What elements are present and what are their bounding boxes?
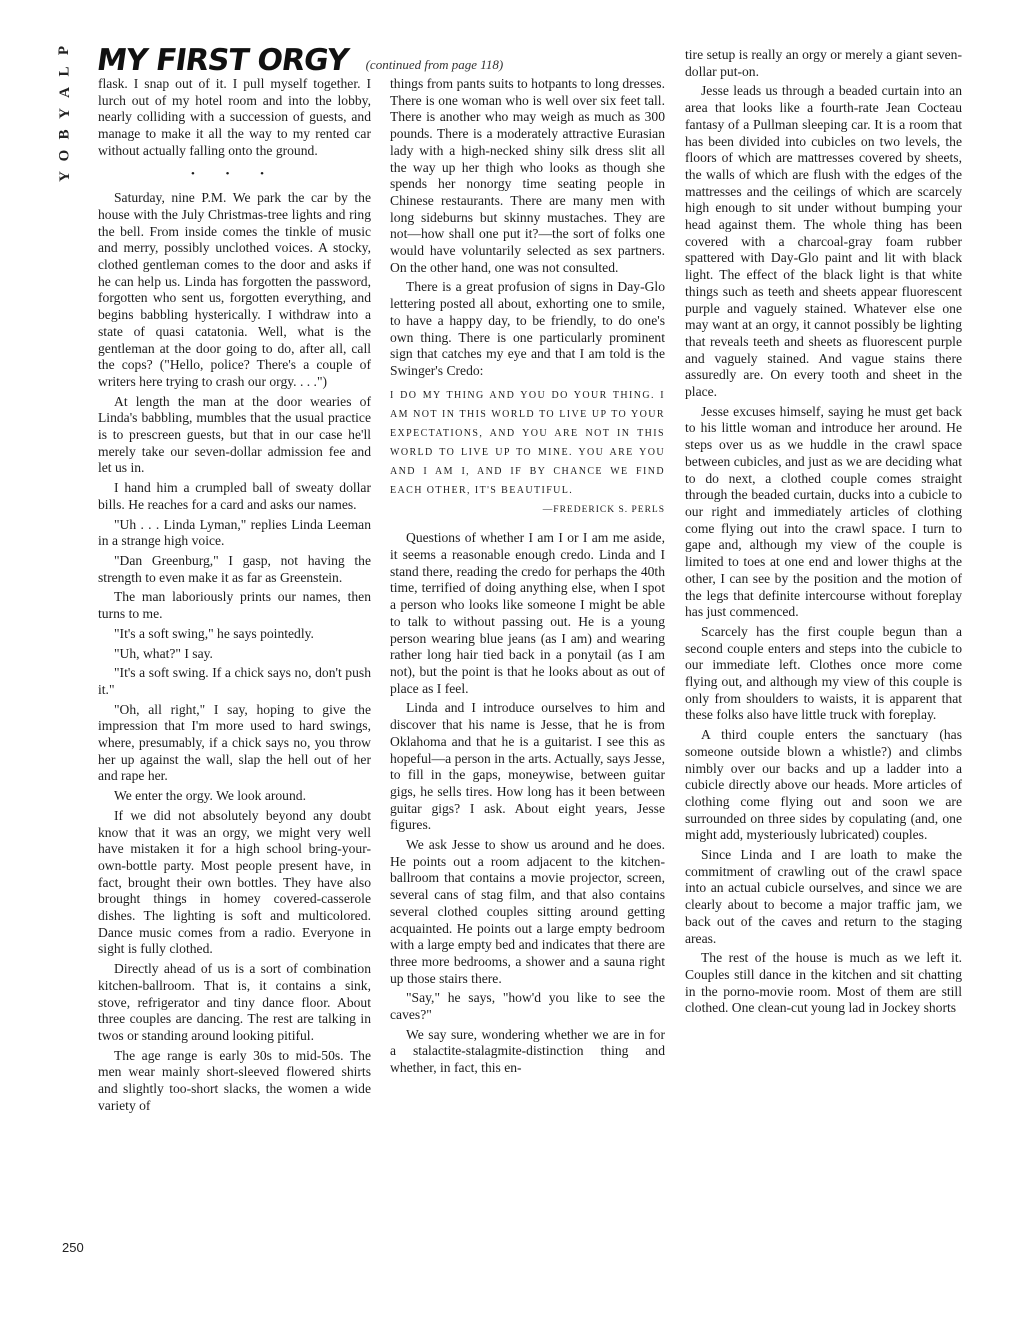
paragraph: At length the man at the door wearies of Linda's babbling, mumbles that the usual practice is to prescreen guests, but that in our case he'll merely take our seven-dollar admission fee and let us in. bbox=[98, 393, 371, 476]
paragraph: tire setup is really an orgy or merely a giant seven-dollar put-on. bbox=[685, 47, 962, 79]
continued-note: (continued from page 118) bbox=[365, 57, 504, 72]
logo-letter: O bbox=[56, 149, 73, 162]
paragraph: "Say," he says, "how'd you like to see the caves?" bbox=[390, 990, 665, 1023]
paragraph: If we did not absolutely beyond any doubt know that it was an orgy, we might very well have mistaken it for a high school bring-your-own-bottle party. Most people present have, in fact, brought their own bottles. They have also brought things in homey covered-casserole dishes. The lighting is soft and multicolored. Dance music comes from a radio. Everyone in sight is fully clothed. bbox=[98, 807, 371, 957]
paragraph: Jesse leads us through a beaded curtain into an area that looks like a fourth-rate Jean Cocteau fantasy of a Pullman sleeping car. It is a room that has been divided into cubicles on two levels, the floors of which are mattresses covered by sheets, the walls of which are flush with the edges of the mattresses and the ceilings of which are scarcely high enough to sit under without bumping your head against them. The whole thing has been covered with a charcoal-gray foam rubber spattered with Day-Glo paint and lit with black light. The effect of the black light is that white things such as teeth and sheets appear fluorescent purple and vaguely stained. Whatever else one may want at an orgy, it cannot possibly be lighting that reveals teeth and sheets as fluorescent purple and vaguely stained. And vague stains there assuredly are. On every tooth and sheet in the place. bbox=[685, 83, 962, 400]
paragraph: We enter the orgy. We look around. bbox=[114, 788, 306, 804]
text-column-3 bbox=[685, 47, 962, 1020]
paragraph: "It's a soft swing," he says pointedly. bbox=[114, 625, 314, 641]
logo-letter: L bbox=[56, 66, 73, 77]
paragraph: "Oh, all right," I say, hoping to give the impression that I'm more used to hard swings, where, presumably, if a chick says no, you throw her up against the wall, slap the hell out of her and rape her. bbox=[98, 701, 371, 784]
paragraph: We say sure, wondering whether we are in for a stalactite-stalagmite-distinction thing and whether, in fact, this en- bbox=[390, 1026, 665, 1076]
paragraph: "Uh, what?" I say. bbox=[114, 645, 213, 661]
paragraph: "It's a soft swing. If a chick says no, don't push it." bbox=[98, 665, 371, 697]
paragraph: Jesse excuses himself, saying he must get back to his little woman and introduce her around. He steps over us as we huddle in the crawl space between cubicles, and just as we are deciding what to do next, a clothed couple comes straight through the beaded curtain, ducks into a cubicle to our right and immediately articles of clothing come flying out into the crawl space. I turn to gape and, although my view of the couple is limited to toes at one end and lower thighs at the other, I can see by the position and the motion of the legs that definite intercourse without foreplay has just commenced. bbox=[685, 403, 962, 620]
article-header bbox=[94, 40, 657, 78]
paragraph: Saturday, nine P.M. We park the car by the house with the July Christmas-tree lights and ring the bell. From inside comes the tinkle of music and merry, possibly unclothed voices. A stocky, clothed gentleman comes to the door and asks if he can help us. Linda has forgotten the password, forgotten who sent us, forgotten everything, and begins babbling hysterically. I withdraw into a state of quasi catatonia. Well, what is the gentleman at the door going to do, after all, call the cops? ("Hello, police? There's a couple of writers here trying to crash our orgy. . . .") bbox=[98, 190, 371, 389]
text-column-2 bbox=[390, 76, 665, 1080]
paragraph: "Uh . . . Linda Lyman," replies Linda Leeman in a strange high voice. bbox=[98, 516, 371, 549]
paragraph: Scarcely has the first couple begun than a second couple enters and steps into the cubicle to our immediate left. Clothes once more come flying out, and although my view of this couple is only from shoulders to waists, it is apparent that these folks also have little truck with foreplay. bbox=[685, 623, 962, 723]
logo-letter: Y bbox=[56, 171, 73, 182]
paragraph: We ask Jesse to show us around and he does. He points out a room adjacent to the kitchen-ballroom that contains a movie projector, screen, several cans of stag film, and that also contains several clothed couples sitting around getting acquainted. He points out a large empty bedroom with a large empty bed and indicates that there are three more bedrooms, a shower and a sauna right up those stairs there. bbox=[390, 837, 665, 986]
paragraph: Questions of whether I am I or I am me aside, it seems a reasonable enough credo. Linda and I stand there, reading the credo for perhaps the 40th time, terrified of doing anything else, when I spot a person who looks like someone I might be able to talk to without passing out. He is a young person wearing blue jeans (as I am) and wearing rather long hair tied back in a ponytail (as I am not), but the point is that he looks about as out of place as I feel. bbox=[390, 530, 665, 696]
swingers-credo: I DO MY THING AND YOU DO YOUR THING. I AM NOT IN THIS WORLD TO LIVE UP TO YOUR EXPECTATIONS, AND YOU ARE NOT IN THIS WORLD TO LIVE UP TO MINE. YOU ARE YOU AND I AM I, AND IF BY CHANCE WE FIND EACH OTHER, IT'S BEAUTIFUL. bbox=[390, 389, 665, 496]
page-number: 250 bbox=[62, 1240, 84, 1255]
paragraph: "Dan Greenburg," I gasp, not having the strength to even make it as far as Greenstein. bbox=[98, 552, 371, 585]
logo-letter: Y bbox=[56, 108, 73, 119]
credo-attribution: —FREDERICK S. PERLS bbox=[542, 504, 665, 515]
paragraph: A third couple enters the sanctuary (has someone outside blown a whistle?) and climbs nimbly over our backs and up a ladder into a cubicle directly above our heads. More articles of clothing come flying out and soon we are surrounded on three sides by copulating (and, one might add, mysteriously lubricated) couples. bbox=[685, 727, 962, 843]
paragraph: things from pants suits to hotpants to long dresses. There is one woman who is well over six feet tall. There is another who may weigh as much as 300 pounds. There is a moderately attractive Eurasian lady with a high-necked shiny silk dress slit all the way up her thigh who looks as though she spends her nonorgy time seating people in Chinese restaurants. There are many men with long sideburns but skinny mustaches. They are not—how shall one put it?—the sort of folks one would have voluntarily selected as sex partners. On the other hand, one was not consulted. bbox=[390, 76, 665, 275]
logo-letter: A bbox=[56, 87, 73, 98]
paragraph: Since Linda and I are loath to make the commitment of crawling out of the crawl space into an actual cubicle ourselves, and since we are clearly about to become a major traffic jam, we back out of the caves and return to the staging areas. bbox=[685, 847, 962, 946]
text-column-1 bbox=[98, 76, 371, 1117]
paragraph: Directly ahead of us is a sort of combination kitchen-ballroom. That is, it contains a sink, stove, refrigerator and tiny dance floor. About three couples are dancing. The rest are talking in twos or standing around looking pitiful. bbox=[98, 961, 371, 1043]
paragraph: There is a great profusion of signs in Day-Glo lettering posted all about, exhorting one to smile, to have a happy day, to be friendly, to do one's own thing. There is one particularly prominent sign that catches my eye and that I am told is the Swinger's Credo: bbox=[390, 279, 665, 378]
paragraph: Linda and I introduce ourselves to him and discover that his name is Jesse, that he is from Oklahoma and that he is a guitarist. I see this as hopeful—a person in the arts. Actually, says Jesse, to fill in the gaps, moneywise, between guitar gigs, he sells tires. How long has it been between guitar gigs? I ask. About eight years, Jesse figures. bbox=[390, 700, 665, 833]
section-break: • • • bbox=[190, 167, 279, 180]
paragraph: The rest of the house is much as we left it. Couples still dance in the kitchen and sit chatting in the porno-movie room. Most of them are still clothed. One clean-cut young lad in Jockey shorts bbox=[685, 950, 962, 1016]
paragraph: I hand him a crumpled ball of sweaty dollar bills. He reaches for a card and asks our names. bbox=[98, 480, 371, 512]
paragraph: The age range is early 30s to mid-50s. The men wear mainly short-sleeved flowered shirts and slightly too-short slacks, the women a wide variety of bbox=[98, 1047, 371, 1113]
article-title: MY FIRST ORGY bbox=[94, 43, 351, 78]
paragraph: The man laboriously prints our names, then turns to me. bbox=[98, 589, 371, 622]
paragraph: flask. I snap out of it. I pull myself together. I lurch out of my hotel room and into the lobby, nearly colliding with a succession of guests, and manage to make it all the way to my rented car without actually falling onto the ground. bbox=[98, 76, 371, 158]
logo-letter: B bbox=[56, 129, 73, 140]
playboy-side-logo bbox=[50, 40, 80, 187]
logo-letter: P bbox=[56, 45, 73, 56]
